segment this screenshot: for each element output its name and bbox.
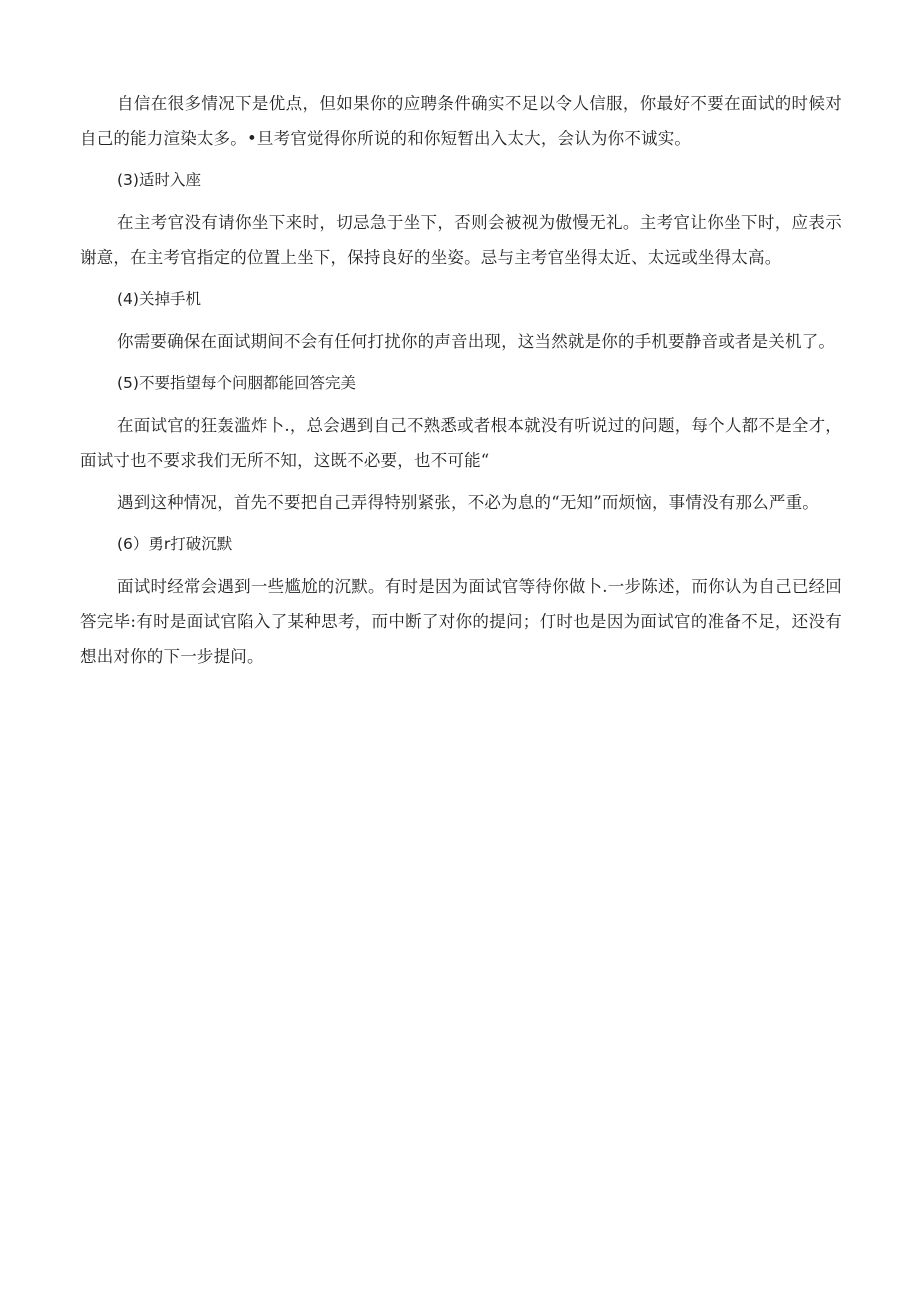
section-heading-5: (5)不要指望每个问胭都能回答完美	[117, 374, 356, 392]
section-heading-6: (6）勇r打破沉默	[117, 535, 233, 553]
paragraph-confidence: 自信在很多情况下是优点，但如果你的应聘条件确实不足以令人信服，你最好不要在面试的时候对自己的能力渲染太多。•旦考官觉得你所说的和你短暂出入太大，会认为你不诚实。	[80, 94, 842, 148]
paragraph-seating: 在主考官没有请你坐下来时，切忌急于坐下，否则会被视为傲慢无礼。主考官让你坐下时，应表示谢意，在主考官指定的位置上坐下，保持良好的坐姿。忌与主考官坐得太近、太远或坐得太高。	[80, 213, 842, 267]
paragraph-questions: 在面试官的狂轰滥炸卜.，总会遇到自己不熟悉或者根本就没有听说过的问题，每个人都不是全才，面试寸也不要求我们无所不知，这既不必要，也不可能“	[80, 416, 842, 470]
section-heading-3: (3)适时入座	[117, 171, 201, 189]
paragraph-silence: 面试时经常会遇到一些尴尬的沉默。有时是因为面试官等待你做卜.一步陈述，而你认为自己已经回答完毕:有时是面试官陷入了某种思考，而中断了对你的提问；仃时也是因为面试官的准备不足，还没有想出对你的下一步提问。	[80, 577, 842, 666]
paragraph-no-panic: 遇到这种情况，首先不要把自己弄得特别紧张，不必为息的“无知”而烦恼，事情没有那么严重。	[117, 493, 819, 512]
document-body	[80, 86, 842, 681]
section-heading-4: (4)关掉手机	[117, 290, 201, 308]
paragraph-phone: 你需要确保在面试期间不会有任何打扰你的声音出现，这当然就是你的手机要静音或者是关机了。	[117, 332, 836, 351]
